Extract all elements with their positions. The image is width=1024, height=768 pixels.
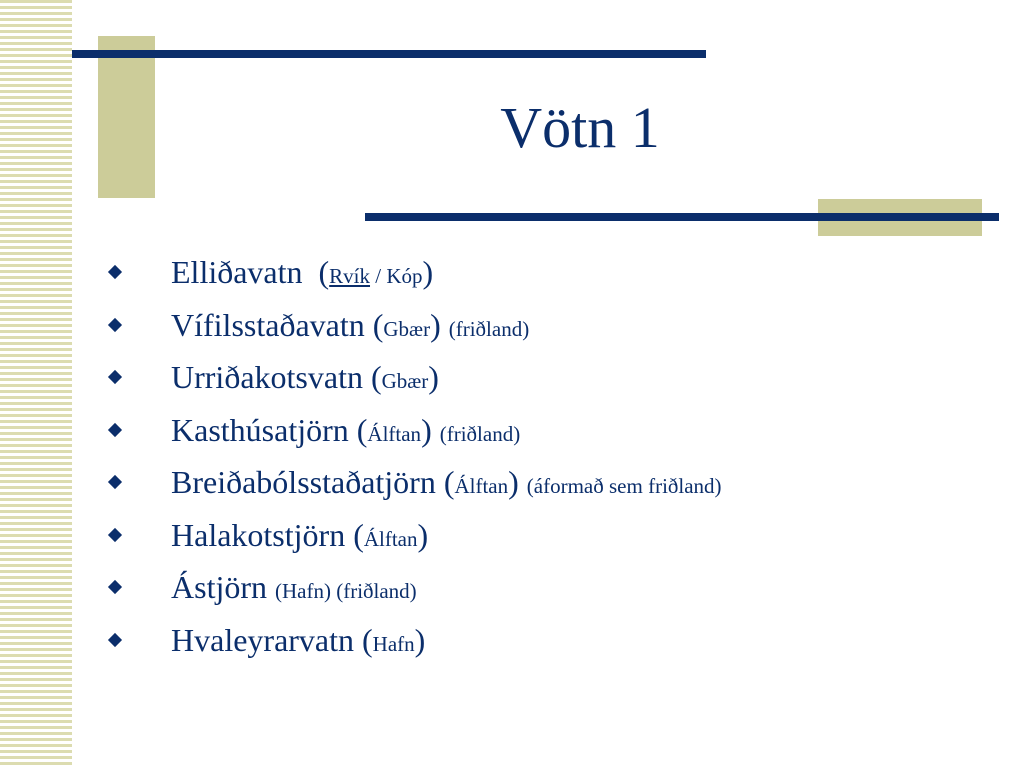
list-item (100, 252, 980, 305)
region-label: Gbær (383, 316, 431, 341)
region-label: Hafn (372, 631, 415, 656)
status-note: (friðland) (448, 316, 530, 341)
diamond-bullet-icon (108, 317, 122, 331)
lake-name: Ástjörn (171, 569, 267, 605)
lake-name: Halakotstjörn (171, 516, 346, 553)
lake-bullet-list (100, 252, 980, 672)
paren-open: ( (354, 621, 373, 658)
lake-name: Hvaleyrarvatn (171, 621, 355, 658)
lake-name: Breiðabólsstaðatjörn (171, 464, 436, 500)
lake-name: Kasthúsatjörn (171, 411, 349, 448)
lake-name: Vífilsstaðavatn (171, 306, 365, 343)
list-item (100, 305, 980, 358)
status-note: (Hafn) (friðland) (275, 579, 417, 603)
paren-close: ) (430, 306, 441, 343)
diamond-bullet-icon (108, 370, 122, 384)
paren-open: ( (364, 306, 384, 343)
striped-margin-decoration (0, 0, 72, 768)
diamond-bullet-icon (108, 475, 122, 489)
list-item (100, 620, 980, 673)
region-separator: / (370, 264, 387, 288)
paren-close: ) (417, 516, 429, 553)
paren-open: ( (435, 464, 455, 500)
region-label: Gbær (381, 369, 429, 393)
diamond-bullet-icon (108, 265, 122, 279)
paren-close: ) (428, 359, 439, 395)
paren-open: ( (348, 411, 368, 448)
paren-close: ) (421, 411, 432, 448)
region-label: Álftan (367, 421, 422, 446)
list-item (100, 462, 980, 515)
region-label: Álftan (454, 474, 509, 498)
lake-name: Urriðakotsvatn (171, 359, 363, 395)
diamond-bullet-icon (108, 632, 122, 646)
status-note: (áformað sem friðland) (526, 474, 722, 498)
paren-open: ( (345, 516, 364, 553)
region-link-rvik[interactable]: Rvík (329, 264, 371, 288)
slide-title: Vötn 1 (500, 95, 660, 160)
paren-close: ) (508, 464, 519, 500)
region-label: Kóp (386, 264, 423, 288)
paren-open: ( (362, 359, 382, 395)
paren-close: ) (422, 254, 434, 290)
diamond-bullet-icon (108, 527, 122, 541)
list-item (100, 357, 980, 410)
list-item (100, 410, 980, 463)
paren-close: ) (414, 621, 426, 658)
diamond-bullet-icon (108, 422, 122, 436)
decor-block-top-left (98, 36, 155, 198)
list-item (100, 567, 980, 620)
diamond-bullet-icon (108, 580, 122, 594)
lake-name: Elliðavatn (171, 254, 303, 290)
status-note: (friðland) (439, 421, 521, 446)
title-rule-top (72, 50, 706, 58)
paren-open: ( (302, 254, 330, 290)
list-item (100, 515, 980, 568)
region-label: Álftan (363, 526, 418, 551)
title-rule-bottom (365, 213, 999, 221)
